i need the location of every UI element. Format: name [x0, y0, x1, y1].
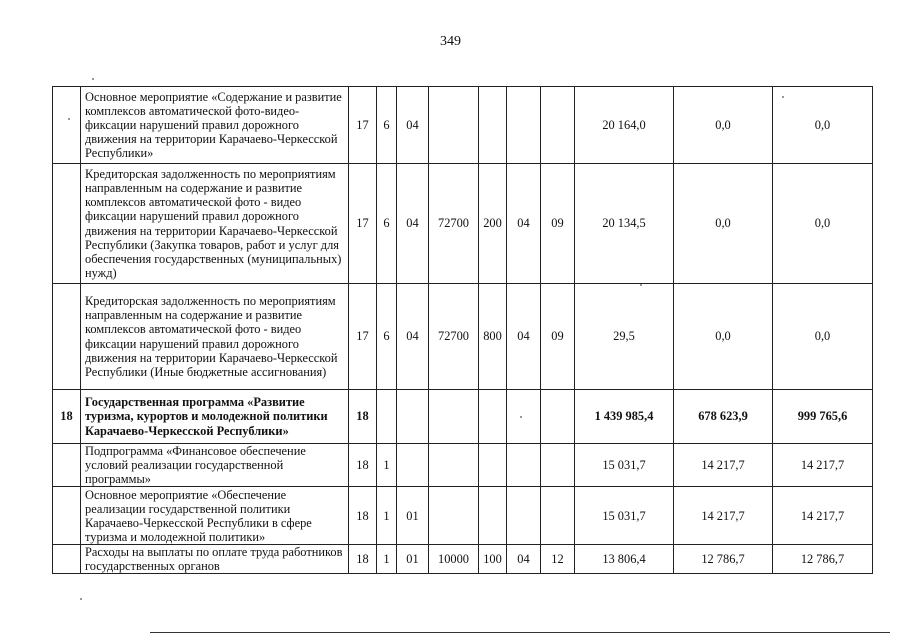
- amount-year-3: 999 765,6: [773, 390, 873, 444]
- scan-speck: [92, 78, 94, 80]
- code-gp: 18: [349, 487, 377, 545]
- code-gp: 17: [349, 164, 377, 284]
- code-expense-type: 100: [479, 545, 507, 574]
- code-pp: 6: [377, 164, 397, 284]
- code-section: [507, 87, 541, 164]
- code-om: [397, 390, 429, 444]
- row-name: Подпрограмма «Финансовое обеспечение условий реализации государственной программы»: [81, 444, 349, 487]
- code-subsection: [541, 390, 575, 444]
- row-name: Кредиторская задолженность по мероприятиям направленным на содержание и развитие комплексов автоматической фото - видео фиксации нарушений правил дорожного движения на территории Карачаево-Черкесской Республики (Закупка товаров, работ и услуг для обеспечения государственных (муниципальных) нужд): [81, 164, 349, 284]
- scan-speck: [640, 284, 642, 286]
- row-name: Основное мероприятие «Обеспечение реализации государственной политики Карачаево-Черкесской Республики в сфере туризма и молодежной политики»: [81, 487, 349, 545]
- amount-year-1: 29,5: [575, 284, 674, 390]
- code-direction: [429, 487, 479, 545]
- table-row: [53, 444, 873, 487]
- amount-year-1: 13 806,4: [575, 545, 674, 574]
- code-section: [507, 444, 541, 487]
- code-om: 01: [397, 545, 429, 574]
- amount-year-2: 12 786,7: [674, 545, 773, 574]
- amount-year-1: 20 134,5: [575, 164, 674, 284]
- row-number: [53, 164, 81, 284]
- code-expense-type: [479, 487, 507, 545]
- amount-year-1: 20 164,0: [575, 87, 674, 164]
- code-om: 04: [397, 284, 429, 390]
- code-direction: 72700: [429, 284, 479, 390]
- code-expense-type: [479, 390, 507, 444]
- table-body: [53, 87, 873, 574]
- amount-year-3: 0,0: [773, 284, 873, 390]
- row-number: [53, 545, 81, 574]
- amount-year-3: 0,0: [773, 164, 873, 284]
- code-pp: 6: [377, 284, 397, 390]
- code-pp: [377, 390, 397, 444]
- code-direction: [429, 444, 479, 487]
- code-section: 04: [507, 164, 541, 284]
- table-row: [53, 487, 873, 545]
- amount-year-1: 1 439 985,4: [575, 390, 674, 444]
- code-direction: [429, 390, 479, 444]
- row-number: 18: [53, 390, 81, 444]
- row-number: [53, 87, 81, 164]
- table-row: [53, 284, 873, 390]
- amount-year-2: 0,0: [674, 284, 773, 390]
- code-gp: 18: [349, 444, 377, 487]
- code-om: [397, 444, 429, 487]
- code-section: [507, 487, 541, 545]
- table-row: [53, 545, 873, 574]
- row-name: Расходы на выплаты по оплате труда работников государственных органов: [81, 545, 349, 574]
- code-section: 04: [507, 284, 541, 390]
- row-name: Кредиторская задолженность по мероприятиям направленным на содержание и развитие комплексов автоматической фото - видео фиксации нарушений правил дорожного движения на территории Карачаево-Черкесской Республики (Иные бюджетные ассигнования): [81, 284, 349, 390]
- code-gp: 17: [349, 87, 377, 164]
- amount-year-2: 14 217,7: [674, 444, 773, 487]
- code-gp: 18: [349, 390, 377, 444]
- code-direction: 10000: [429, 545, 479, 574]
- amount-year-3: 14 217,7: [773, 487, 873, 545]
- table-row: [53, 87, 873, 164]
- table-row: [53, 390, 873, 444]
- scan-speck: [80, 598, 82, 600]
- row-number: [53, 487, 81, 545]
- code-subsection: [541, 87, 575, 164]
- code-direction: [429, 87, 479, 164]
- amount-year-3: 14 217,7: [773, 444, 873, 487]
- amount-year-3: 0,0: [773, 87, 873, 164]
- scan-speck: [68, 118, 70, 120]
- code-pp: 1: [377, 487, 397, 545]
- code-expense-type: [479, 87, 507, 164]
- bottom-rule: [150, 632, 890, 633]
- code-om: 04: [397, 164, 429, 284]
- amount-year-2: 14 217,7: [674, 487, 773, 545]
- row-number: [53, 284, 81, 390]
- page-number: 349: [440, 34, 461, 49]
- code-pp: 6: [377, 87, 397, 164]
- code-section: 04: [507, 545, 541, 574]
- amount-year-1: 15 031,7: [575, 444, 674, 487]
- budget-table: [52, 86, 873, 574]
- code-om: 04: [397, 87, 429, 164]
- scan-speck: [782, 96, 784, 98]
- code-direction: 72700: [429, 164, 479, 284]
- code-om: 01: [397, 487, 429, 545]
- code-subsection: 09: [541, 284, 575, 390]
- code-subsection: [541, 487, 575, 545]
- code-expense-type: 200: [479, 164, 507, 284]
- table-row: [53, 164, 873, 284]
- code-section: [507, 390, 541, 444]
- code-subsection: 09: [541, 164, 575, 284]
- amount-year-2: 0,0: [674, 87, 773, 164]
- code-gp: 18: [349, 545, 377, 574]
- code-subsection: [541, 444, 575, 487]
- code-gp: 17: [349, 284, 377, 390]
- row-number: [53, 444, 81, 487]
- amount-year-2: 0,0: [674, 164, 773, 284]
- amount-year-1: 15 031,7: [575, 487, 674, 545]
- amount-year-3: 12 786,7: [773, 545, 873, 574]
- row-name: Основное мероприятие «Содержание и развитие комплексов автоматической фото-видео-фиксации нарушений правил дорожного движения на территории Карачаево-Черкесской Республики»: [81, 87, 349, 164]
- code-subsection: 12: [541, 545, 575, 574]
- code-pp: 1: [377, 444, 397, 487]
- row-name: Государственная программа «Развитие туризма, курортов и молодежной политики Карачаево-Черкесской Республики»: [81, 390, 349, 444]
- code-expense-type: 800: [479, 284, 507, 390]
- amount-year-2: 678 623,9: [674, 390, 773, 444]
- scan-speck: [520, 416, 522, 418]
- code-pp: 1: [377, 545, 397, 574]
- code-expense-type: [479, 444, 507, 487]
